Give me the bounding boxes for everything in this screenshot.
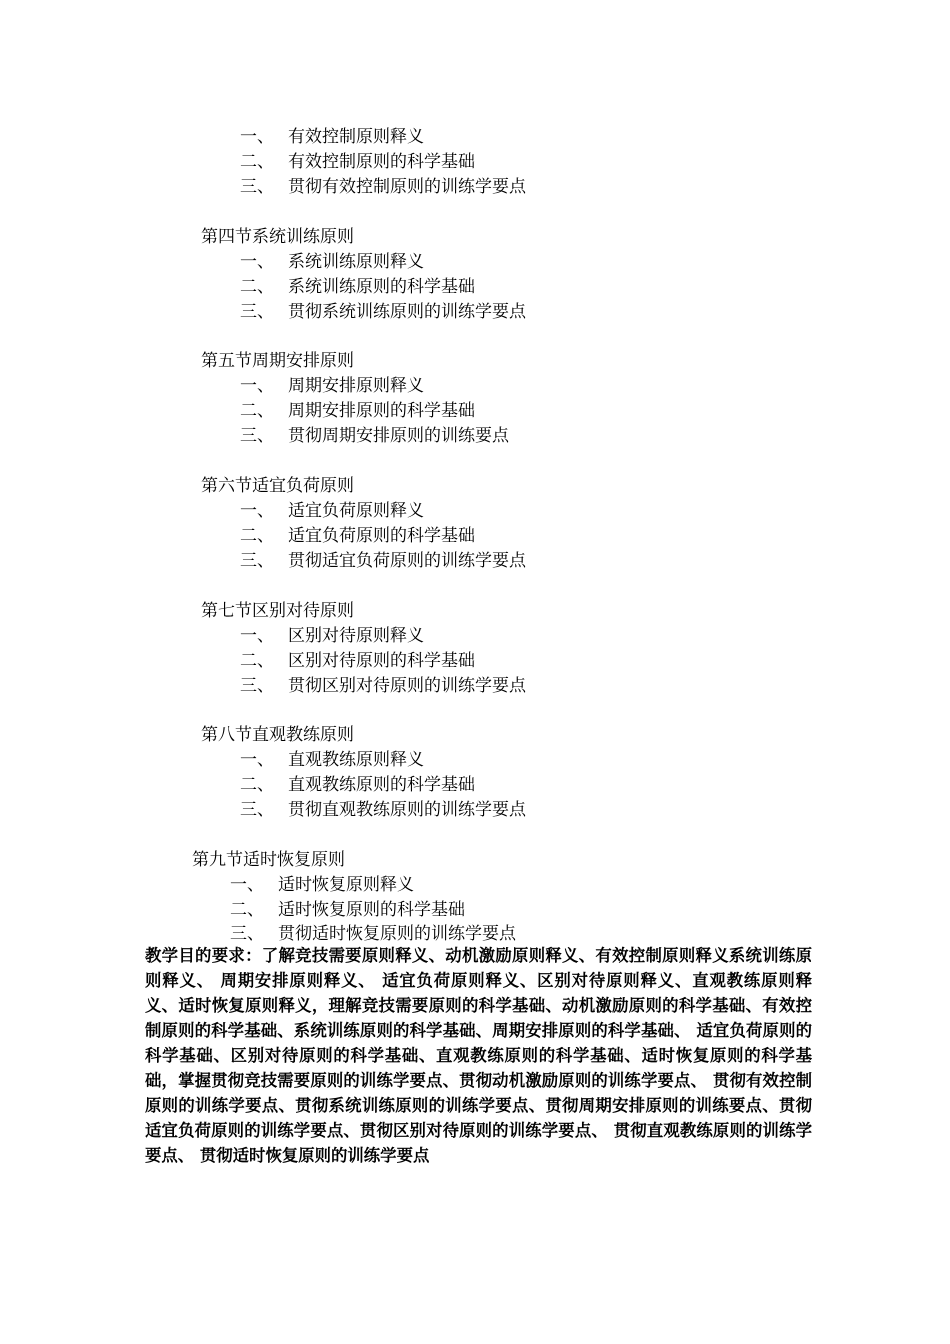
outline-item [240, 250, 424, 274]
item-number: 一、 [240, 501, 274, 521]
outline-item [240, 549, 526, 573]
section-title: 第五节周期安排原则 [201, 351, 354, 371]
outline-item [240, 748, 424, 772]
item-text: 适宜负荷原则释义 [288, 501, 424, 521]
item-text: 有效控制原则释义 [288, 127, 424, 147]
item-text: 贯彻适宜负荷原则的训练学要点 [288, 551, 526, 571]
item-text: 区别对待原则的科学基础 [288, 651, 475, 671]
item-number: 一、 [240, 750, 274, 770]
outline-item [240, 649, 475, 673]
outline-item [240, 125, 424, 149]
item-number: 三、 [240, 426, 274, 446]
item-text: 贯彻周期安排原则的训练要点 [288, 426, 509, 446]
item-text: 周期安排原则释义 [288, 376, 424, 396]
item-number: 一、 [240, 376, 274, 396]
section-title: 第九节适时恢复原则 [192, 850, 345, 870]
item-text: 系统训练原则释义 [288, 252, 424, 272]
item-number: 三、 [240, 676, 274, 696]
item-number: 一、 [240, 626, 274, 646]
outline-item [240, 399, 475, 423]
item-text: 直观教练原则释义 [288, 750, 424, 770]
item-text: 直观教练原则的科学基础 [288, 775, 475, 795]
section-title: 第六节适宜负荷原则 [201, 476, 354, 496]
item-number: 一、 [240, 127, 274, 147]
item-text: 有效控制原则的科学基础 [288, 152, 475, 172]
section-title: 第八节直观教练原则 [201, 725, 354, 745]
item-text: 系统训练原则的科学基础 [288, 277, 475, 297]
outline-item [240, 374, 424, 398]
item-number: 三、 [240, 551, 274, 571]
outline-item [240, 624, 424, 648]
item-text: 贯彻系统训练原则的训练学要点 [288, 302, 526, 322]
item-text: 贯彻适时恢复原则的训练学要点 [278, 924, 516, 944]
item-number: 二、 [240, 526, 274, 546]
item-text: 区别对待原则释义 [288, 626, 424, 646]
outline-item [240, 674, 526, 698]
item-text: 适宜负荷原则的科学基础 [288, 526, 475, 546]
section-title: 第四节系统训练原则 [201, 227, 354, 247]
teaching-objectives-paragraph: 教学目的要求：了解竞技需要原则释义、动机激励原则释义、有效控制原则释义系统训练原则释义、 周期安排原则释义、 适宜负荷原则释义、区别对待原则释义、直观教练原则释义、适时恢复原则释义，理解竞技需要原则的科学基础、动机激励原则的科学基础、有效控制原则的科学基础、系统训练原则的科学基础、周期安排原则的科学基础、 适宜负荷原则的科学基础、区别对待原则的科学基础、直观教练原则的科学基础、适时恢复原则的科学基础，掌握贯彻竞技需要原则的训练学要点、贯彻动机激励原则的训练学要点、 贯彻有效控制原则的训练学要点、贯彻系统训练原则的训练学要点、贯彻周期安排原则的训练要点、贯彻适宜负荷原则的训练学要点、贯彻区别对待原则的训练学要点、 贯彻直观教练原则的训练学要点、 贯彻适时恢复原则的训练学要点 [145, 946, 812, 1165]
item-number: 三、 [240, 800, 274, 820]
item-text: 适时恢复原则释义 [278, 875, 414, 895]
item-number: 二、 [240, 401, 274, 421]
outline-item [230, 873, 414, 897]
item-number: 一、 [230, 875, 264, 895]
outline-item [240, 773, 475, 797]
item-number: 二、 [230, 900, 264, 920]
outline-item [240, 424, 509, 448]
item-number: 二、 [240, 277, 274, 297]
item-number: 三、 [240, 302, 274, 322]
outline-item [240, 524, 475, 548]
item-text: 贯彻区别对待原则的训练学要点 [288, 676, 526, 696]
item-text: 贯彻直观教练原则的训练学要点 [288, 800, 526, 820]
item-number: 三、 [240, 177, 274, 197]
item-text: 周期安排原则的科学基础 [288, 401, 475, 421]
outline-item [240, 275, 475, 299]
outline-item [240, 150, 475, 174]
item-text: 适时恢复原则的科学基础 [278, 900, 465, 920]
outline-item [240, 798, 526, 822]
item-number: 三、 [230, 924, 264, 944]
outline-item [240, 499, 424, 523]
item-text: 贯彻有效控制原则的训练学要点 [288, 177, 526, 197]
outline-item [230, 898, 465, 922]
outline-item [240, 175, 526, 199]
section-title: 第七节区别对待原则 [201, 601, 354, 621]
item-number: 二、 [240, 651, 274, 671]
item-number: 二、 [240, 775, 274, 795]
item-number: 二、 [240, 152, 274, 172]
item-number: 一、 [240, 252, 274, 272]
outline-item [240, 300, 526, 324]
